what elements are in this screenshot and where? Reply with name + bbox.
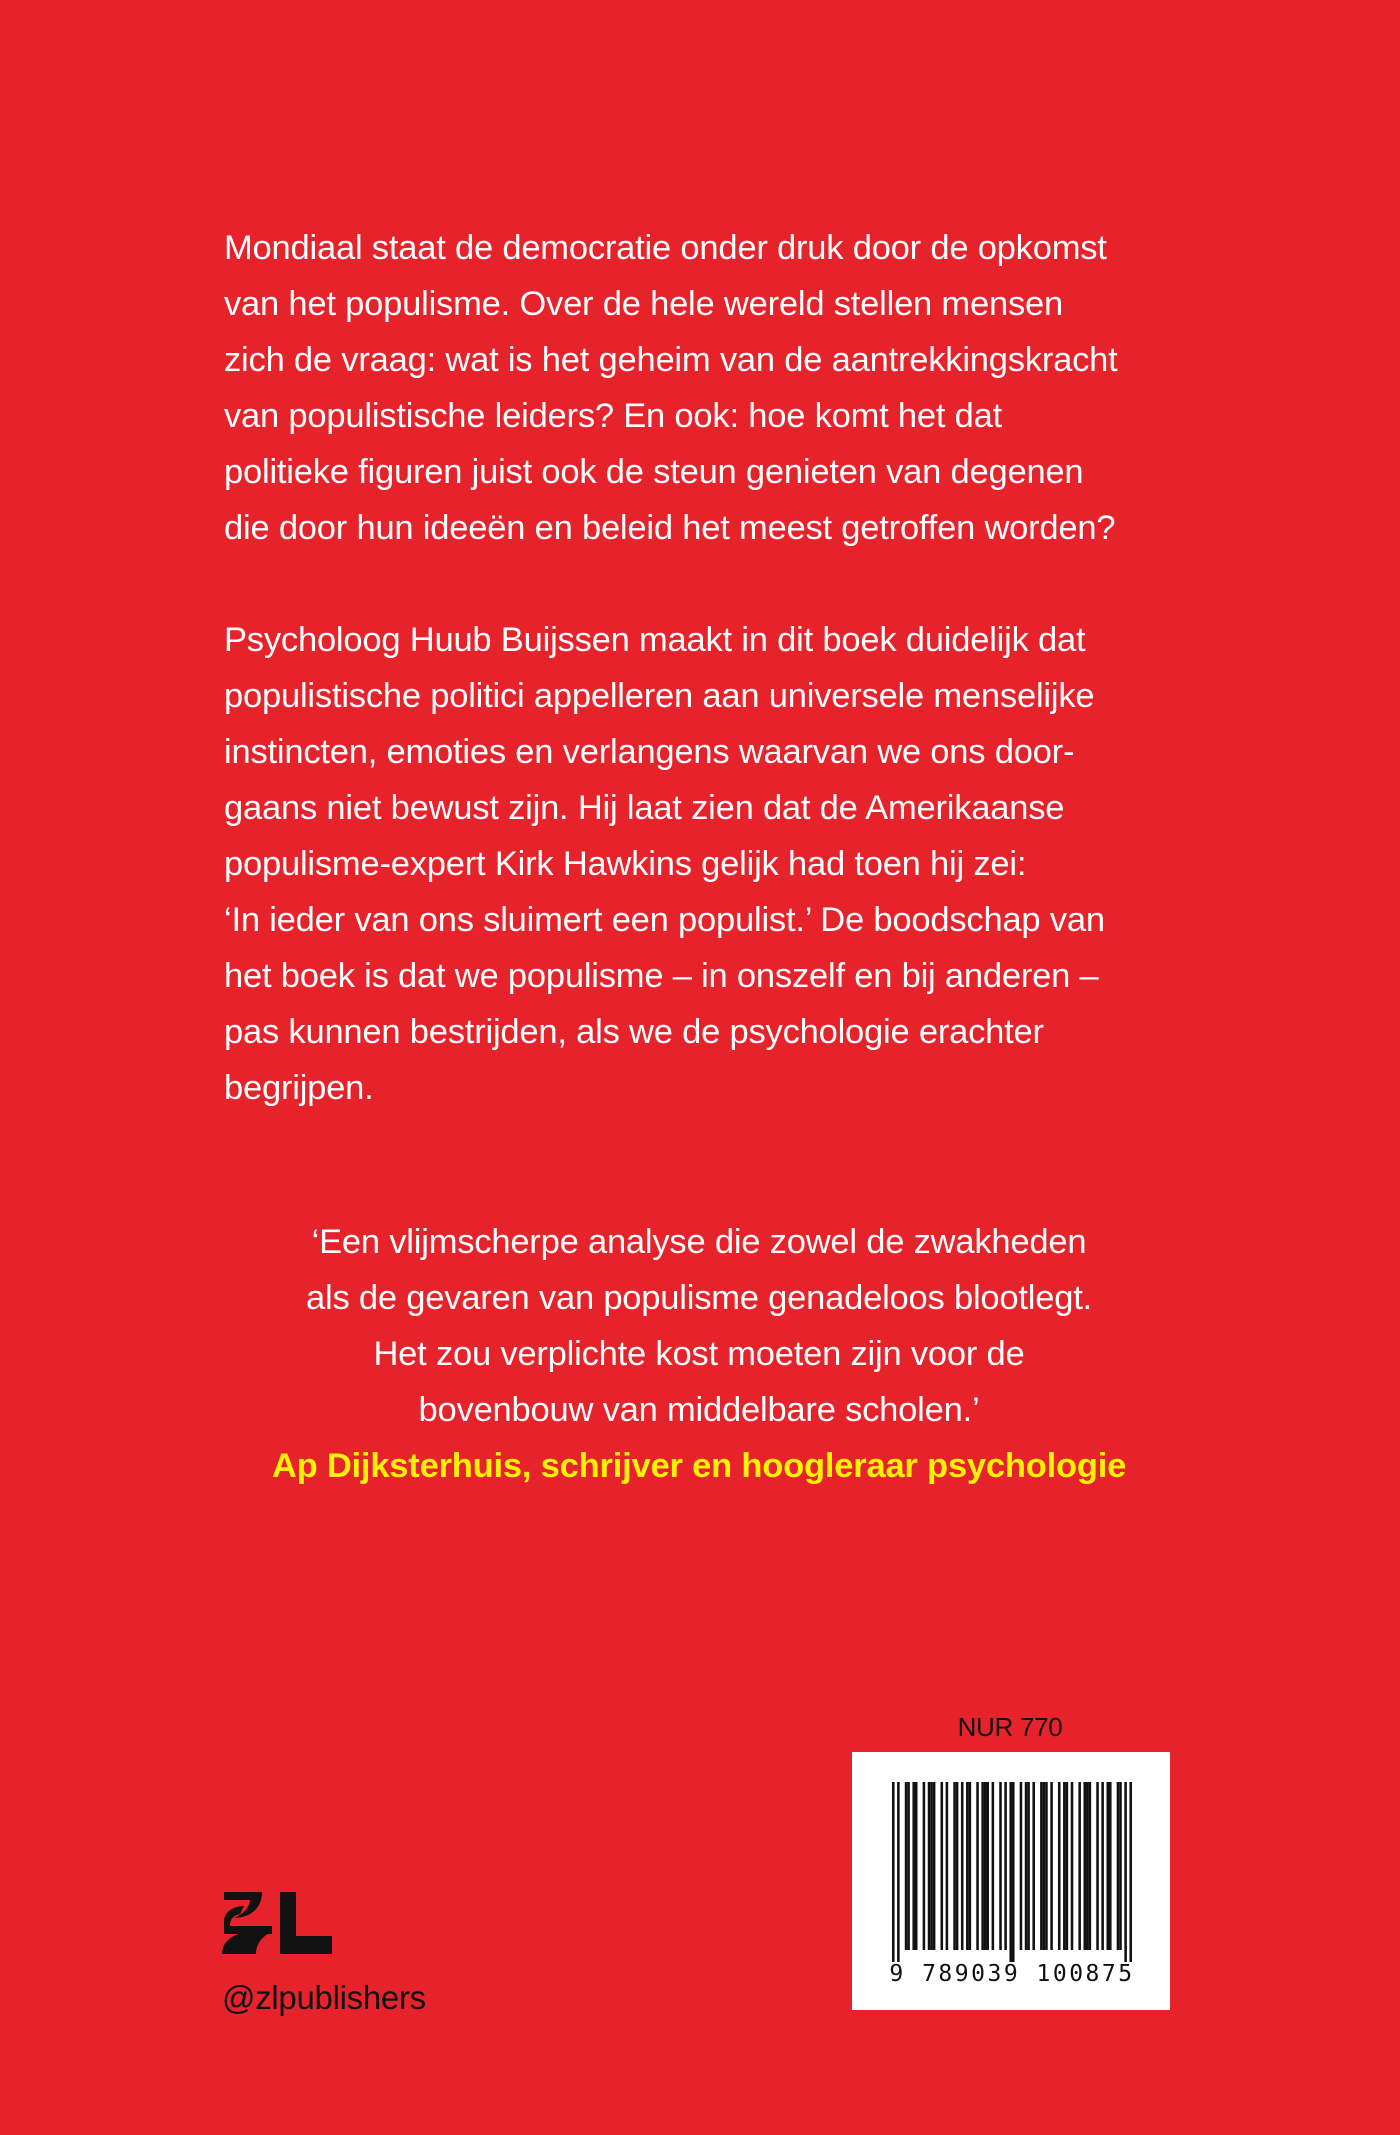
barcode-bar	[969, 1782, 972, 1950]
blurb-line: Mondiaal staat de democratie onder druk door de opkomst	[224, 229, 1107, 267]
barcode-bar	[1083, 1782, 1086, 1950]
barcode-bar	[941, 1782, 944, 1950]
barcode-bar	[1020, 1782, 1023, 1950]
barcode-bar	[1066, 1782, 1069, 1950]
blurb-line: van het populisme. Over de hele wereld stellen mensen	[224, 285, 1063, 323]
barcode-bar	[892, 1782, 895, 1962]
barcode-bar	[928, 1782, 931, 1950]
nur-code: NUR 770	[957, 1712, 1063, 1742]
barcode-bar	[933, 1782, 936, 1950]
blurb-line: van populistische leiders? En ook: hoe komt het dat	[224, 397, 1003, 435]
barcode-bar	[999, 1782, 1002, 1950]
barcode-bar	[1009, 1782, 1012, 1962]
blurb-paragraph-1	[224, 220, 1184, 556]
barcode-bar	[981, 1782, 984, 1950]
barcode-bar	[1050, 1782, 1053, 1950]
barcode-bar	[1071, 1782, 1074, 1950]
barcode-bar	[961, 1782, 964, 1950]
barcode-bar	[1106, 1782, 1109, 1950]
barcode-bar	[1078, 1782, 1081, 1950]
barcode-bar	[1119, 1782, 1122, 1950]
isbn-barcode	[852, 1752, 1170, 2010]
barcode-bar	[1117, 1782, 1120, 1950]
barcode-bar	[1025, 1782, 1028, 1950]
blurb-line: populisme-expert Kirk Hawkins gelijk had toen hij zei:	[224, 845, 1027, 883]
barcode-bar	[992, 1782, 995, 1950]
barcode-bar	[946, 1782, 949, 1950]
barcode-bar	[976, 1782, 979, 1950]
barcode-bar	[915, 1782, 918, 1950]
blurb-line: die door hun ideeën en beleid het meest getroffen worden?	[224, 509, 1116, 547]
blurb-line: zich de vraag: wat is het geheim van de aantrekkingskracht	[224, 341, 1118, 379]
barcode-bar	[984, 1782, 987, 1950]
barcode-bar	[1101, 1782, 1104, 1950]
endorsement-quote	[224, 1214, 1174, 1494]
blurb-line: pas kunnen bestrijden, als we de psychologie erachter	[224, 1013, 1044, 1051]
blurb-line: populistische politici appelleren aan universele menselijke	[224, 677, 1095, 715]
quote-line: Het zou verplichte kost moeten zijn voor de	[373, 1335, 1025, 1373]
blurb-line: begrijpen.	[224, 1069, 374, 1107]
blurb-line: politieke figuren juist ook de steun genieten van degenen	[224, 453, 1084, 491]
barcode-bar	[1043, 1782, 1046, 1950]
barcode-bar	[1063, 1782, 1066, 1950]
barcode-bar	[923, 1782, 926, 1950]
barcode-bar	[1129, 1782, 1132, 1962]
barcode-bar	[1032, 1782, 1035, 1950]
barcode-bar	[930, 1782, 933, 1950]
barcode-bars-icon	[892, 1782, 1132, 1962]
quote-line: bovenbouw van middelbare scholen.’	[418, 1391, 980, 1429]
barcode-bar	[1058, 1782, 1061, 1950]
blurb-paragraph-2	[224, 612, 1184, 1116]
barcode-bar	[953, 1782, 956, 1950]
barcode-bar	[1004, 1782, 1007, 1950]
barcode-bar	[1086, 1782, 1089, 1950]
barcode-bar	[1040, 1782, 1043, 1950]
barcode-bar	[1109, 1782, 1112, 1950]
blurb-line: gaans niet bewust zijn. Hij laat zien dat de Amerikaanse	[224, 789, 1065, 827]
quote-line: als de gevaren van populisme genadeloos blootlegt.	[306, 1279, 1092, 1317]
blurb-line: instincten, emoties en verlangens waarvan we ons door-	[224, 733, 1075, 771]
publisher-handle: @zlpublishers	[222, 1979, 426, 2016]
blurb-line: het boek is dat we populisme – in onszelf en bij anderen –	[224, 957, 1099, 995]
barcode-bar	[905, 1782, 908, 1950]
barcode-bar	[956, 1782, 959, 1950]
quote-line: ‘Een vlijmscherpe analyse die zowel de zwakheden	[311, 1223, 1087, 1261]
blurb-text	[224, 220, 1184, 1116]
barcode-digits: 9 789039 100875	[889, 1961, 1135, 1987]
blurb-line: Psycholoog Huub Buijssen maakt in dit boek duidelijk dat	[224, 621, 1086, 659]
barcode-bar	[966, 1782, 969, 1950]
barcode-bar	[1124, 1782, 1127, 1962]
zl-logo-icon	[222, 1892, 332, 1954]
barcode-bar	[1096, 1782, 1099, 1950]
barcode-bar	[1012, 1782, 1015, 1962]
barcode-bar	[986, 1782, 989, 1950]
barcode-bar	[1045, 1782, 1048, 1950]
barcode-bar	[1089, 1782, 1092, 1950]
barcode-bar	[912, 1782, 915, 1950]
barcode-bar	[897, 1782, 900, 1962]
barcode-bar	[1027, 1782, 1030, 1950]
blurb-line: ‘In ieder van ons sluimert een populist.’ De boodschap van	[224, 901, 1105, 939]
quote-attribution: Ap Dijksterhuis, schrijver en hoogleraar psychologie	[271, 1447, 1127, 1485]
barcode-bar	[907, 1782, 910, 1950]
